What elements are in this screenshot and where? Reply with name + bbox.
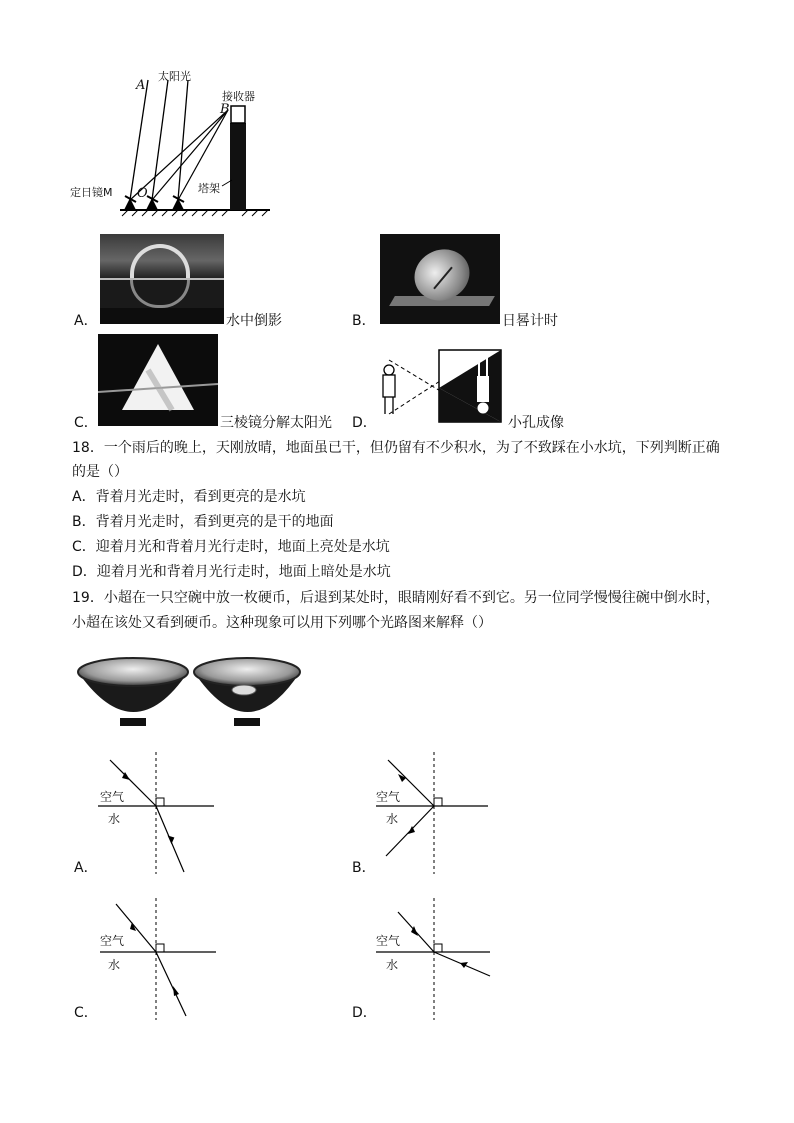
sundial-photo [380, 234, 500, 324]
receiver-label: 接收器 [222, 90, 255, 103]
diagram-c-letter: C． [74, 1005, 98, 1021]
option-d-letter: D． [352, 415, 377, 431]
bowls-graphic [74, 652, 304, 732]
diagram-a-air: 空气 [100, 790, 125, 804]
point-o-label: O [137, 186, 148, 201]
q18-option-a: A．背着月光走时，看到更亮的是水坑 [72, 489, 306, 505]
option-b-letter: B． [352, 313, 376, 329]
q19-stem-line2: 小超在该处又看到硬币。这种现象可以用下列哪个光路图来解释（） [72, 615, 492, 631]
sun-label: 太阳光 [158, 70, 191, 83]
q18-option-d: D．迎着月光和背着月光行走时，地面上暗处是水坑 [72, 564, 391, 580]
q18-option-c: C．迎着月光和背着月光行走时，地面上亮处是水坑 [72, 539, 390, 555]
diagram-a-water: 水 [108, 812, 121, 826]
diagram-d-water: 水 [386, 958, 399, 972]
solar-tower-figure [70, 68, 280, 218]
diagram-b-water: 水 [386, 812, 399, 826]
option-c-caption: 三棱镜分解太阳光 [220, 415, 332, 431]
prism-graphic [98, 334, 218, 426]
diagram-c-air: 空气 [100, 934, 125, 948]
option-b-caption: 日晷计时 [502, 313, 558, 329]
option-a-caption: 水中倒影 [226, 313, 282, 329]
option-c-letter: C． [74, 415, 98, 431]
diagram-b-letter: B． [352, 860, 376, 876]
diagram-c-water: 水 [108, 958, 121, 972]
tower-label: 塔架 [198, 182, 220, 195]
bowls-photo [74, 652, 304, 732]
q19-stem-line1: 19．小超在一只空碗中放一枚硬币，后退到某处时，眼睛刚好看不到它。另一位同学慢慢往碗中倒水时， [72, 590, 720, 606]
pinhole-diagram [375, 348, 505, 426]
diagram-a-letter: A． [74, 860, 98, 876]
reflection-photo [100, 234, 224, 324]
diagram-d-air: 空气 [376, 934, 401, 948]
option-a-letter: A． [74, 313, 98, 329]
q18-option-b: B．背着月光走时，看到更亮的是干的地面 [72, 514, 334, 530]
point-a-label: A [136, 78, 146, 93]
q18-stem-line2: 的是（） [72, 464, 128, 480]
diagram-d-letter: D． [352, 1005, 377, 1021]
mirror-label: 定日镜M [70, 186, 113, 199]
prism-photo [98, 334, 218, 426]
pinhole-figure [375, 348, 505, 426]
q18-stem-line1: 18．一个雨后的晚上，天刚放晴，地面虽已干，但仍留有不少积水，为了不致踩在小水坑，下列判断正确 [72, 440, 720, 456]
point-b-label: B [220, 102, 230, 117]
option-d-caption: 小孔成像 [508, 415, 564, 431]
diagram-b-air: 空气 [376, 790, 401, 804]
